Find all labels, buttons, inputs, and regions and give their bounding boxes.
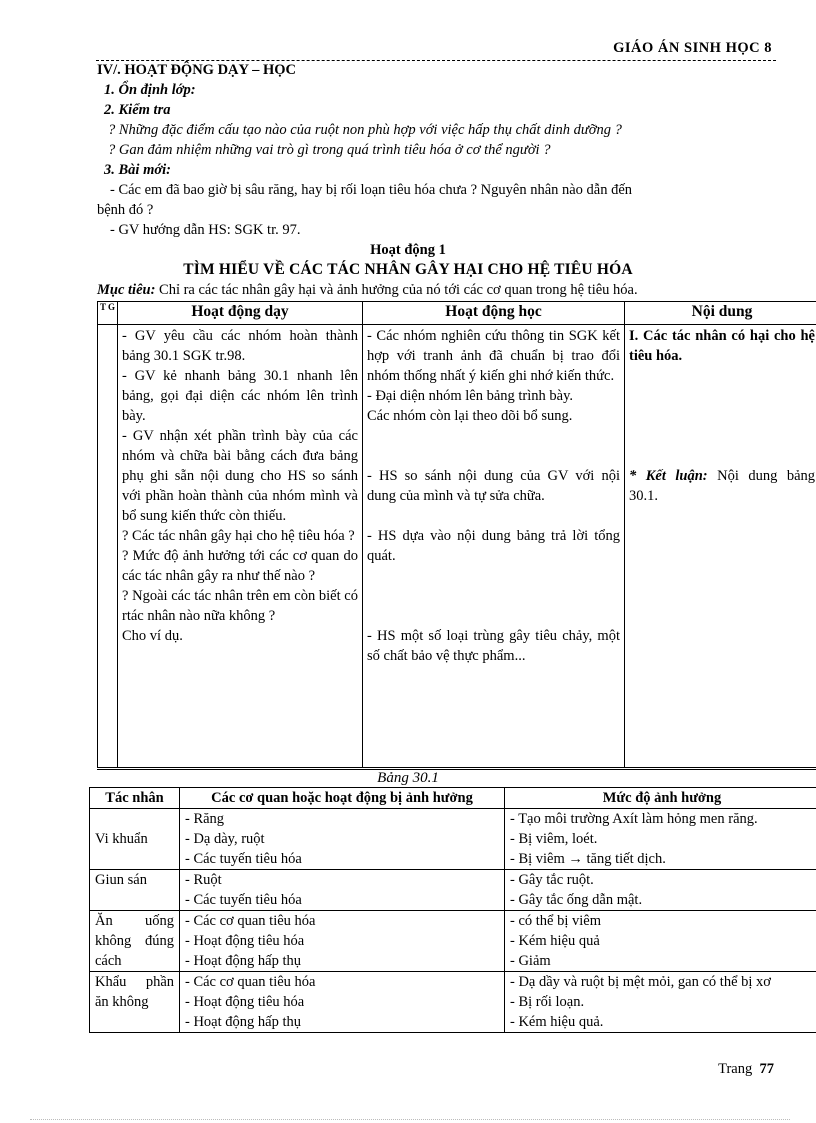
hoc-line: - Các nhóm nghiên cứu thông tin SGK kết hợp với tranh ảnh đã chuẩn bị trao đổi nhóm thống nhất ý kiến ghi nhớ kiến thức. [367,328,620,384]
organ-item: - Hoạt động hấp thụ [185,1014,301,1030]
day-line: - GV yêu cầu các nhóm hoàn thành bảng 30.1 SGK tr.98. [122,328,358,364]
effects-cell [505,911,816,972]
effect-item: - Giảm [510,953,551,969]
page-number: 77 [759,1061,774,1077]
table-row [90,809,816,870]
ketluan-label: * Kết luận: [629,468,708,484]
intro-line-2: bệnh đó ? [97,202,154,218]
activity-table-header [98,302,816,325]
noidung-cell [625,325,816,769]
item-kiem-tra: 2. Kiểm tra [104,102,171,118]
organ-item: - Các tuyến tiêu hóa [185,892,302,908]
goal-text: Chỉ ra các tác nhân gây hại và ảnh hưởng của nó tới các cơ quan trong hệ tiêu hóa. [155,282,638,298]
item-bai-moi: 3. Bài mới: [104,162,171,178]
header-noi-dung: Nội dung [625,302,816,325]
organs-cell [180,972,505,1033]
agent-cell: Khẩu phần ăn không [90,972,180,1033]
question-1: ? Những đặc điểm cấu tạo nào của ruột non phù hợp với việc hấp thụ chất dinh dưỡng ? [108,122,622,138]
section-heading: IV/. HOẠT ĐỘNG DẠY – HỌC [97,62,296,78]
header-hoat-dong-day: Hoạt động dạy [118,302,363,325]
table-row [90,911,816,972]
hoc-line: - Đại diện nhóm lên bảng trình bày. [367,388,574,404]
day-line: ? Ngoài các tác nhân trên em còn biết có rtác nhân nào nữa không ? [122,588,358,624]
noidung-title: I. Các tác nhân có hại cho hệ tiêu hóa. [629,328,815,364]
organ-item: - Dạ dày, ruột [185,831,265,847]
activity-table [97,301,816,770]
header-tac-nhan: Tác nhân [90,788,180,809]
ketluan-text: Nội dung bảng 30.1. [629,468,816,504]
goal-label: Mục tiêu: [97,282,156,298]
effects-cell [505,809,816,870]
hoc-line: - HS so sánh nội dung của GV với nội dung của mình và tự sửa chữa. [367,468,620,504]
footer-label: Trang [718,1061,753,1077]
item-on-dinh-lop: 1. Ổn định lớp: [104,82,196,98]
organ-item: - Hoạt động hấp thụ [185,953,301,969]
day-line: - GV nhận xét phần trình bày của các nhóm và chữa bài bằng cách đưa bảng phụ ghi sẵn nội dung cho HS so sánh với phần hoàn thành của nhóm mình và bổ sung kiến thức còn thiếu. [122,428,358,524]
effect-item: - Kém hiệu quả. [510,1014,604,1030]
agent-cell: Vi khuẩn [90,809,180,870]
page-footer [718,1059,774,1079]
organ-item: - Các cơ quan tiêu hóa [185,913,316,929]
effect-item: - Kém hiệu quả [510,933,600,949]
organ-item: - Hoạt động tiêu hóa [185,933,305,949]
organ-item: - Hoạt động tiêu hóa [185,994,305,1010]
header-hoat-dong-hoc: Hoạt động học [363,302,625,325]
activity-label: Hoạt động 1 [370,242,446,258]
effects-cell [505,870,816,911]
organs-cell [180,870,505,911]
organs-cell [180,809,505,870]
hoc-line: - HS dựa vào nội dung bảng trả lời tổng quát. [367,528,620,564]
ketluan [629,466,815,506]
page-header [96,38,776,61]
header-title: GIÁO ÁN SINH HỌC 8 [613,40,772,56]
intro-line-3: - GV hướng dẫn HS: SGK tr. 97. [110,222,301,238]
effect-item: - Dạ dầy và ruột bị mệt mỏi, gan có thể bị xơ [510,974,771,990]
hoc-line: Các nhóm còn lại theo dõi bổ sung. [367,408,573,424]
hoc-cell [363,325,625,769]
hoc-line: - HS một số loại trùng gây tiêu chảy, một số chất bảo vệ thực phẩm... [367,628,620,664]
bottom-rule [30,1119,790,1120]
organ-item: - Các cơ quan tiêu hóa [185,974,316,990]
effect-item: - Bị rối loạn. [510,994,585,1010]
day-line: - GV kẻ nhanh bảng 30.1 nhanh lên bảng, gọi đại diện các nhóm lên trình bày. [122,368,358,424]
activity-table-row [98,325,816,769]
activity-goal [97,280,638,300]
effects-cell [505,972,816,1033]
activity-title: TÌM HIỂU VỀ CÁC TÁC NHÂN GÂY HẠI CHO HỆ TIÊU HÓA [183,261,633,278]
effect-item: - có thể bị viêm [510,913,602,929]
table-caption: Bảng 30.1 [377,770,439,786]
question-2: ? Gan đảm nhiệm những vai trò gì trong quá trình tiêu hóa ở cơ thể người ? [108,142,551,158]
effect-item: - Gây tắc ống dẫn mật. [510,892,643,908]
bang-header [90,788,816,809]
organ-item: - Răng [185,811,225,827]
bang-30-1 [89,787,816,1033]
table-row [90,870,816,911]
effect-item: - Bị viêm → tăng tiết dịch. [510,851,666,867]
organ-item: - Ruột [185,872,222,888]
day-line: ? Mức độ ảnh hưởng tới các cơ quan do các tác nhân gây ra như thế nào ? [122,548,358,584]
effect-item: - Bị viêm, loét. [510,831,598,847]
header-muc-do: Mức độ ảnh hưởng [505,788,816,809]
organs-cell [180,911,505,972]
effect-item: - Gây tắc ruột. [510,872,594,888]
day-line: ? Các tác nhân gây hại cho hệ tiêu hóa ? [122,528,355,544]
tg-header: T G [98,302,118,325]
agent-cell: Ăn uống không đúng cách [90,911,180,972]
agent-cell: Giun sán [90,870,180,911]
table-row [90,972,816,1033]
header-co-quan: Các cơ quan hoặc hoạt động bị ảnh hưởng [180,788,505,809]
day-cell [118,325,363,769]
day-line: Cho ví dụ. [122,628,183,644]
effect-item: - Tạo môi trường Axít làm hỏng men răng. [510,811,758,827]
organ-item: - Các tuyến tiêu hóa [185,851,302,867]
tg-cell [98,325,118,769]
intro-line-1: - Các em đã bao giờ bị sâu răng, hay bị rối loạn tiêu hóa chưa ? Nguyên nhân nào dẫn đến [110,182,633,198]
